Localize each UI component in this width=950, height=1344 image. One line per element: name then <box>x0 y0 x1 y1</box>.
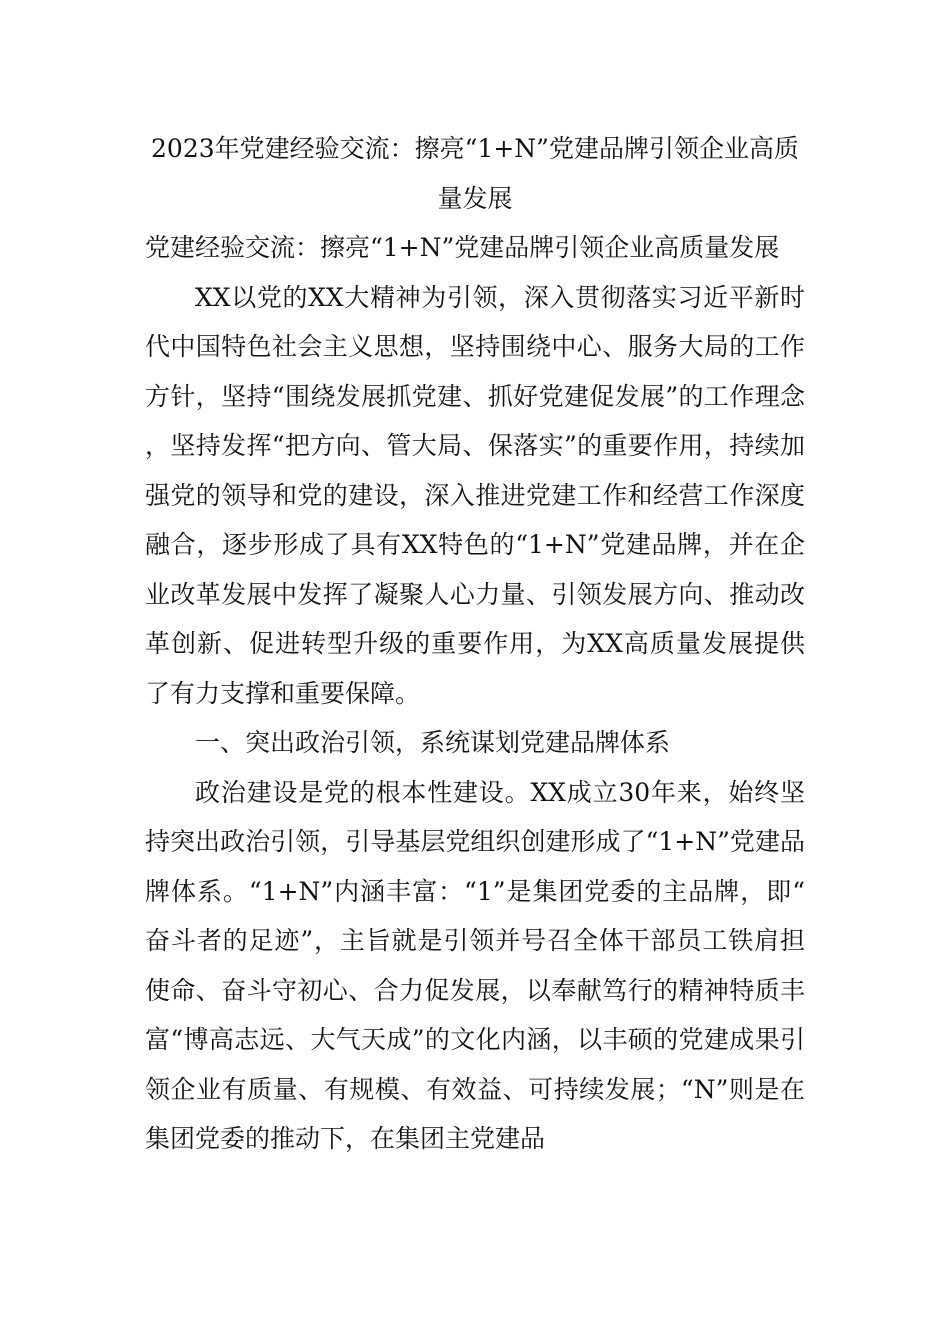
document-subtitle: 党建经验交流：擦亮“1+N”党建品牌引领企业高质量发展 <box>145 233 780 262</box>
section-heading: 一、突出政治引领，系统谋划党建品牌体系 <box>195 728 671 757</box>
document-body <box>145 124 805 1164</box>
intro-paragraph: XX以党的XX大精神为引领，深入贯彻落实习近平新时代中国特色社会主义思想，坚持围绕中心、服务大局的工作方针，坚持“围绕发展抓党建、抓好党建促发展”的工作理念，坚持发挥“把方向、管大局、保落实”的重要作用，持续加强党的领导和党的建设，深入推进党建工作和经营工作深度融合，逐步形成了具有XX特色的“1+N”党建品牌，并在企业改革发展中发挥了凝聚人心力量、引领发展方向、推动改革创新、促进转型升级的重要作用，为XX高质量发展提供了有力支撑和重要保障。 <box>145 282 805 708</box>
document-title: 2023年党建经验交流：擦亮“1+N”党建品牌引领企业高质量发展 <box>151 134 799 213</box>
body-paragraph: 政治建设是党的根本性建设。XX成立30年来，始终坚持突出政治引领，引导基层党组织创建形成了“1+N”党建品牌体系。“1+N”内涵丰富：“1”是集团党委的主品牌，即“奋斗者的足迹”，主旨就是引领并号召全体干部员工铁肩担使命、奋斗守初心、合力促发展，以奉献笃行的精神特质丰富“博高志远、大气天成”的文化内涵，以丰硕的党建成果引领企业有质量、有规模、有效益、可持续发展；“N”则是在集团党委的推动下，在集团主党建品 <box>145 777 805 1153</box>
